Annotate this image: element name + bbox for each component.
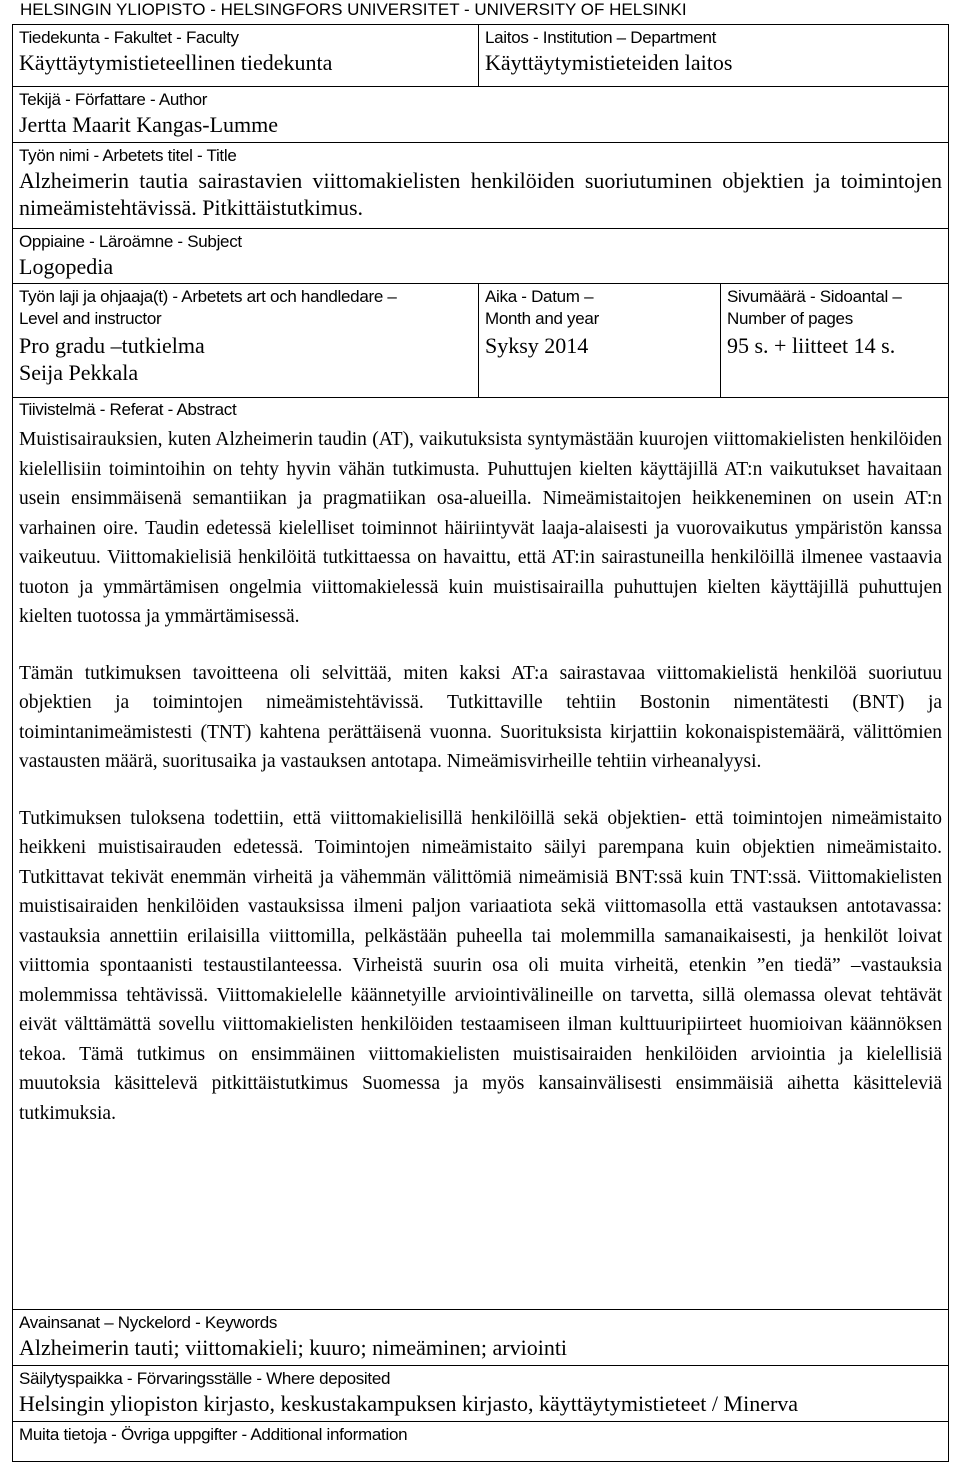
work-type-cell	[13, 284, 479, 398]
university-header: HELSINGIN YLIOPISTO - HELSINGFORS UNIVERSITET - UNIVERSITY OF HELSINKI	[20, 0, 687, 19]
deposited-cell	[13, 1366, 949, 1422]
additional-info-label: Muita tietoja - Övriga uppgifter - Additional information	[19, 1425, 408, 1444]
date-label-1: Aika - Datum –	[485, 287, 594, 306]
abstract-paragraph-2: Tämän tutkimuksen tavoitteena oli selvittää, miten kaksi AT:a sairastavaa viittomakielistä henkilöä suoriutuu objektien ja toimintojen nimeämistehtävissä. Tutkittaville tehtiin Bostonin nimentätesti (BNT) ja toimintanimeämistesti (TNT) kahtena perättäisenä vuonna. Suorituksista kirjattiin kokonaispistemäärä, välittömien vastausten määrä, suoritusaika ja vastauksen antotapa. Nimeämisvirheille tehtiin virheanalyysi.	[19, 662, 943, 772]
work-type-label-1: Työn laji ja ohjaaja(t) - Arbetets art och handledare –	[19, 287, 397, 306]
date-label-2: Month and year	[485, 309, 599, 328]
keywords-value: Alzheimerin tauti; viittomakieli; kuuro; nimeäminen; arviointi	[19, 1335, 568, 1360]
instructor-value: Seija Pekkala	[19, 360, 139, 385]
work-type-label-2: Level and instructor	[19, 309, 162, 328]
date-value: Syksy 2014	[485, 333, 589, 358]
department-value: Käyttäytymistieteiden laitos	[485, 50, 733, 75]
subject-label: Oppiaine - Läroämne - Subject	[19, 232, 242, 251]
faculty-cell	[13, 25, 479, 87]
title-value: Alzheimerin tautia sairastavien viittomakielisten henkilöiden suoriutuminen objektien ja toimintojen nimeämistehtävissä. Pitkittäistutkimus.	[19, 168, 943, 220]
abstract-paragraph-1: Muistisairauksien, kuten Alzheimerin taudin (AT), vaikutuksista syntymästään kuurojen viittomakielisten henkilöiden kielellisiin toimintoihin on tehty hyvin vähän tutkimusta. Puhuttujen kielten käyttäjillä AT:n vaikutukset havaitaan usein ensimmäisenä semantiikan ja pragmatiikan osa-alueilla. Nimeämistaitojen heikkeneminen on usein AT:n varhainen oire. Taudin edetessä kielelliset toiminnot häiriintyvät laaja-alaisesti ja vuorovaikutus ympäristön kanssa vaikeutuu. Viittomakielisiä henkilöitä tutkittaessa on havaittu, että AT:in sairastuneilla henkilöillä ilmenee vastaavia tuoton ja ymmärtämisen ongelmia viittomakielessä kuin muistisairailla puhuttujen kielten käyttäjillä puhuttujen kielten tuotossa ja ymmärtämisessä.	[19, 429, 943, 627]
abstract-paragraph-3: Tutkimuksen tuloksena todettiin, että viittomakielisillä henkilöillä sekä objektien- että toimintojen nimeämistaito heikkeni muistisairauden edetessä. Toimintojen nimeämistaito säilyi parempana kuin objektien nimeämistaito. Tutkittavat tekivät enemmän virheitä ja vähemmän välittömiä nimeämisiä BNT:ssä kuin TNT:ssä. Viittomakielisten muistisairaiden henkilöiden vastauksissa ilmeni paljon variaatiota sekä viittomasolla että vastauksen antotavassa: vastauksia annettiin erilaisilla viittomilla, pelkästään puheella tai molemmilla samanaikaisesti, ja henkilöt loivat viittomia spontaanisti testaustilanteessa. Virheistä suurin osa oli muita virheitä, etenkin ”en tiedä” –vastauksia molemmissa tehtävissä. Viittomakielelle käännetyille arviointivälineille on tarvetta, sillä olemassa olevat tehtävät eivät välttämättä sovellu viittomakielisten henkilöiden testaamiseen ilman kulttuuripiirteet huomioivan käännöksen tekoa. Tämä tutkimus on ensimmäinen viittomakielisten muistisairaiden henkilöiden arviointia ja kielellisiä muutoksia käsittelevä pitkittäistutkimus Suomessa ja myös kansainvälisesti ensimmäisiä aihetta käsitteleviä tutkimuksia.	[19, 807, 943, 1124]
date-cell	[479, 284, 721, 398]
additional-info-cell	[13, 1422, 949, 1462]
deposited-label: Säilytyspaikka - Förvaringsställe - Where deposited	[19, 1369, 391, 1388]
department-label: Laitos - Institution – Department	[485, 28, 717, 47]
title-cell	[13, 143, 949, 229]
subject-cell	[13, 229, 949, 284]
author-label: Tekijä - Författare - Author	[19, 90, 208, 109]
abstract-label: Tiivistelmä - Referat - Abstract	[19, 400, 237, 419]
author-value: Jertta Maarit Kangas-Lumme	[19, 112, 279, 137]
keywords-cell	[13, 1310, 949, 1366]
work-type-value: Pro gradu –tutkielma	[19, 333, 205, 358]
subject-value: Logopedia	[19, 254, 114, 279]
pages-label-1: Sivumäärä - Sidoantal –	[727, 287, 902, 306]
keywords-label: Avainsanat – Nyckelord - Keywords	[19, 1313, 278, 1332]
author-cell	[13, 87, 949, 143]
faculty-value: Käyttäytymistieteellinen tiedekunta	[19, 50, 333, 75]
pages-label-2: Number of pages	[727, 309, 853, 328]
pages-cell	[721, 284, 949, 398]
pages-value: 95 s. + liitteet 14 s.	[727, 333, 896, 358]
deposited-value: Helsingin yliopiston kirjasto, keskustakampuksen kirjasto, käyttäytymistieteet / Minerva	[19, 1391, 799, 1416]
title-label: Työn nimi - Arbetets titel - Title	[19, 146, 237, 165]
abstract-form-table	[12, 24, 949, 1462]
abstract-cell	[13, 398, 949, 1310]
department-cell	[479, 25, 949, 87]
faculty-label: Tiedekunta - Fakultet - Faculty	[19, 28, 239, 47]
